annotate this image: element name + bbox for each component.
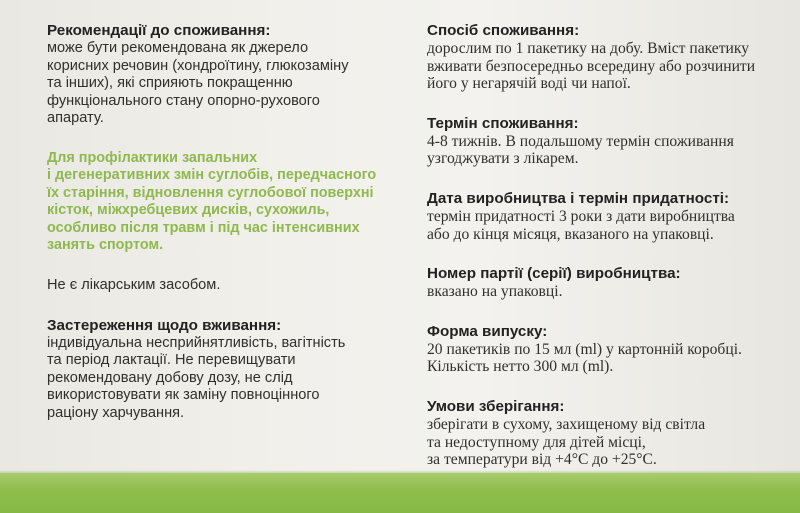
text-line: функціонального стану опорно-рухового <box>47 92 320 109</box>
text-line: та період лактації. Не перевищувати <box>47 352 296 369</box>
prevention-line: їх старіння, відновлення суглобової поверхні <box>47 184 374 201</box>
recommendations-heading: Рекомендації до споживання: <box>47 22 271 39</box>
form-heading: Форма випуску: <box>427 322 548 340</box>
text-line: вказано на упаковці. <box>427 283 563 301</box>
text-line: корисних речовин (хондроїтину, глюкозаміну <box>47 57 349 74</box>
text-line: узгоджувати з лікарем. <box>427 150 579 168</box>
text-line: дорослим по 1 пакетику на добу. Вміст пакетику <box>427 40 750 57</box>
text-line: 20 пакетиків по 15 мл (ml) у картонній коробці. <box>427 340 742 358</box>
warnings-text <box>47 335 387 423</box>
text-line: або до кінця місяця, вказаного на упаковці. <box>427 225 714 243</box>
text-line: за температури від +4°C до +25°C. <box>427 451 657 469</box>
method-text <box>427 40 787 93</box>
storage-section <box>427 398 787 469</box>
prevention-line: занять спортом. <box>47 237 164 254</box>
text-line: вживати безпосередньо всередину або розчинити <box>427 57 756 75</box>
text-line: Кількість нетто 300 мл (ml). <box>427 358 614 376</box>
form-text <box>427 341 787 376</box>
prevention-line: особливо після травм і під час інтенсивних <box>47 219 360 236</box>
text-line: зберігати в сухому, захищеному від світла <box>427 415 706 433</box>
text-line: 4-8 тижнів. В подальшому термін споживання <box>427 132 734 150</box>
batch-text <box>427 283 787 301</box>
warnings-section <box>47 317 387 423</box>
text-line: та інших), які сприяють покращенню <box>47 75 293 92</box>
method-heading: Спосіб споживання: <box>427 22 580 39</box>
text-line: рекомендовану добову дозу, не слід <box>47 369 293 386</box>
prevention-section <box>47 150 387 255</box>
production-date-text <box>427 208 787 243</box>
term-section <box>427 115 787 168</box>
text-line: раціону харчування. <box>47 404 185 421</box>
term-heading: Термін споживання: <box>427 114 579 132</box>
prevention-line: Для профілактики запальних <box>47 149 258 166</box>
not-medicine-note: Не є лікарським засобом. <box>47 276 221 293</box>
text-line: може бути рекомендована як джерело <box>47 40 309 56</box>
production-date-section <box>427 190 787 243</box>
green-footer-band <box>0 473 800 513</box>
text-line: його у негарячій воді чи напої. <box>427 75 631 93</box>
text-line: апарату. <box>47 110 104 127</box>
recommendations-section <box>47 22 387 128</box>
text-line: використовувати як заміну повноцінного <box>47 387 320 404</box>
text-line: індивідуальна несприйнятливість, вагітність <box>47 334 346 351</box>
right-column <box>427 22 787 491</box>
text-line: термін придатності 3 роки з дати виробництва <box>427 207 735 225</box>
warnings-heading: Застереження щодо вживання: <box>47 316 282 334</box>
method-section <box>427 22 787 93</box>
batch-heading: Номер партії (серії) виробництва: <box>427 265 681 283</box>
prevention-line: і дегенеративних змін суглобів, передчасного <box>47 167 377 184</box>
batch-section <box>427 265 787 301</box>
left-column <box>47 22 387 445</box>
form-section <box>427 323 787 376</box>
storage-text <box>427 416 787 469</box>
text-line: та недоступному для дітей місці, <box>427 433 646 451</box>
prevention-line: кісток, міжхребцевих дисків, сухожиль, <box>47 202 330 219</box>
production-date-heading: Дата виробництва і термін придатності: <box>427 189 730 207</box>
recommendations-text <box>47 40 387 128</box>
storage-heading: Умови зберігання: <box>427 397 565 415</box>
term-text <box>427 133 787 168</box>
